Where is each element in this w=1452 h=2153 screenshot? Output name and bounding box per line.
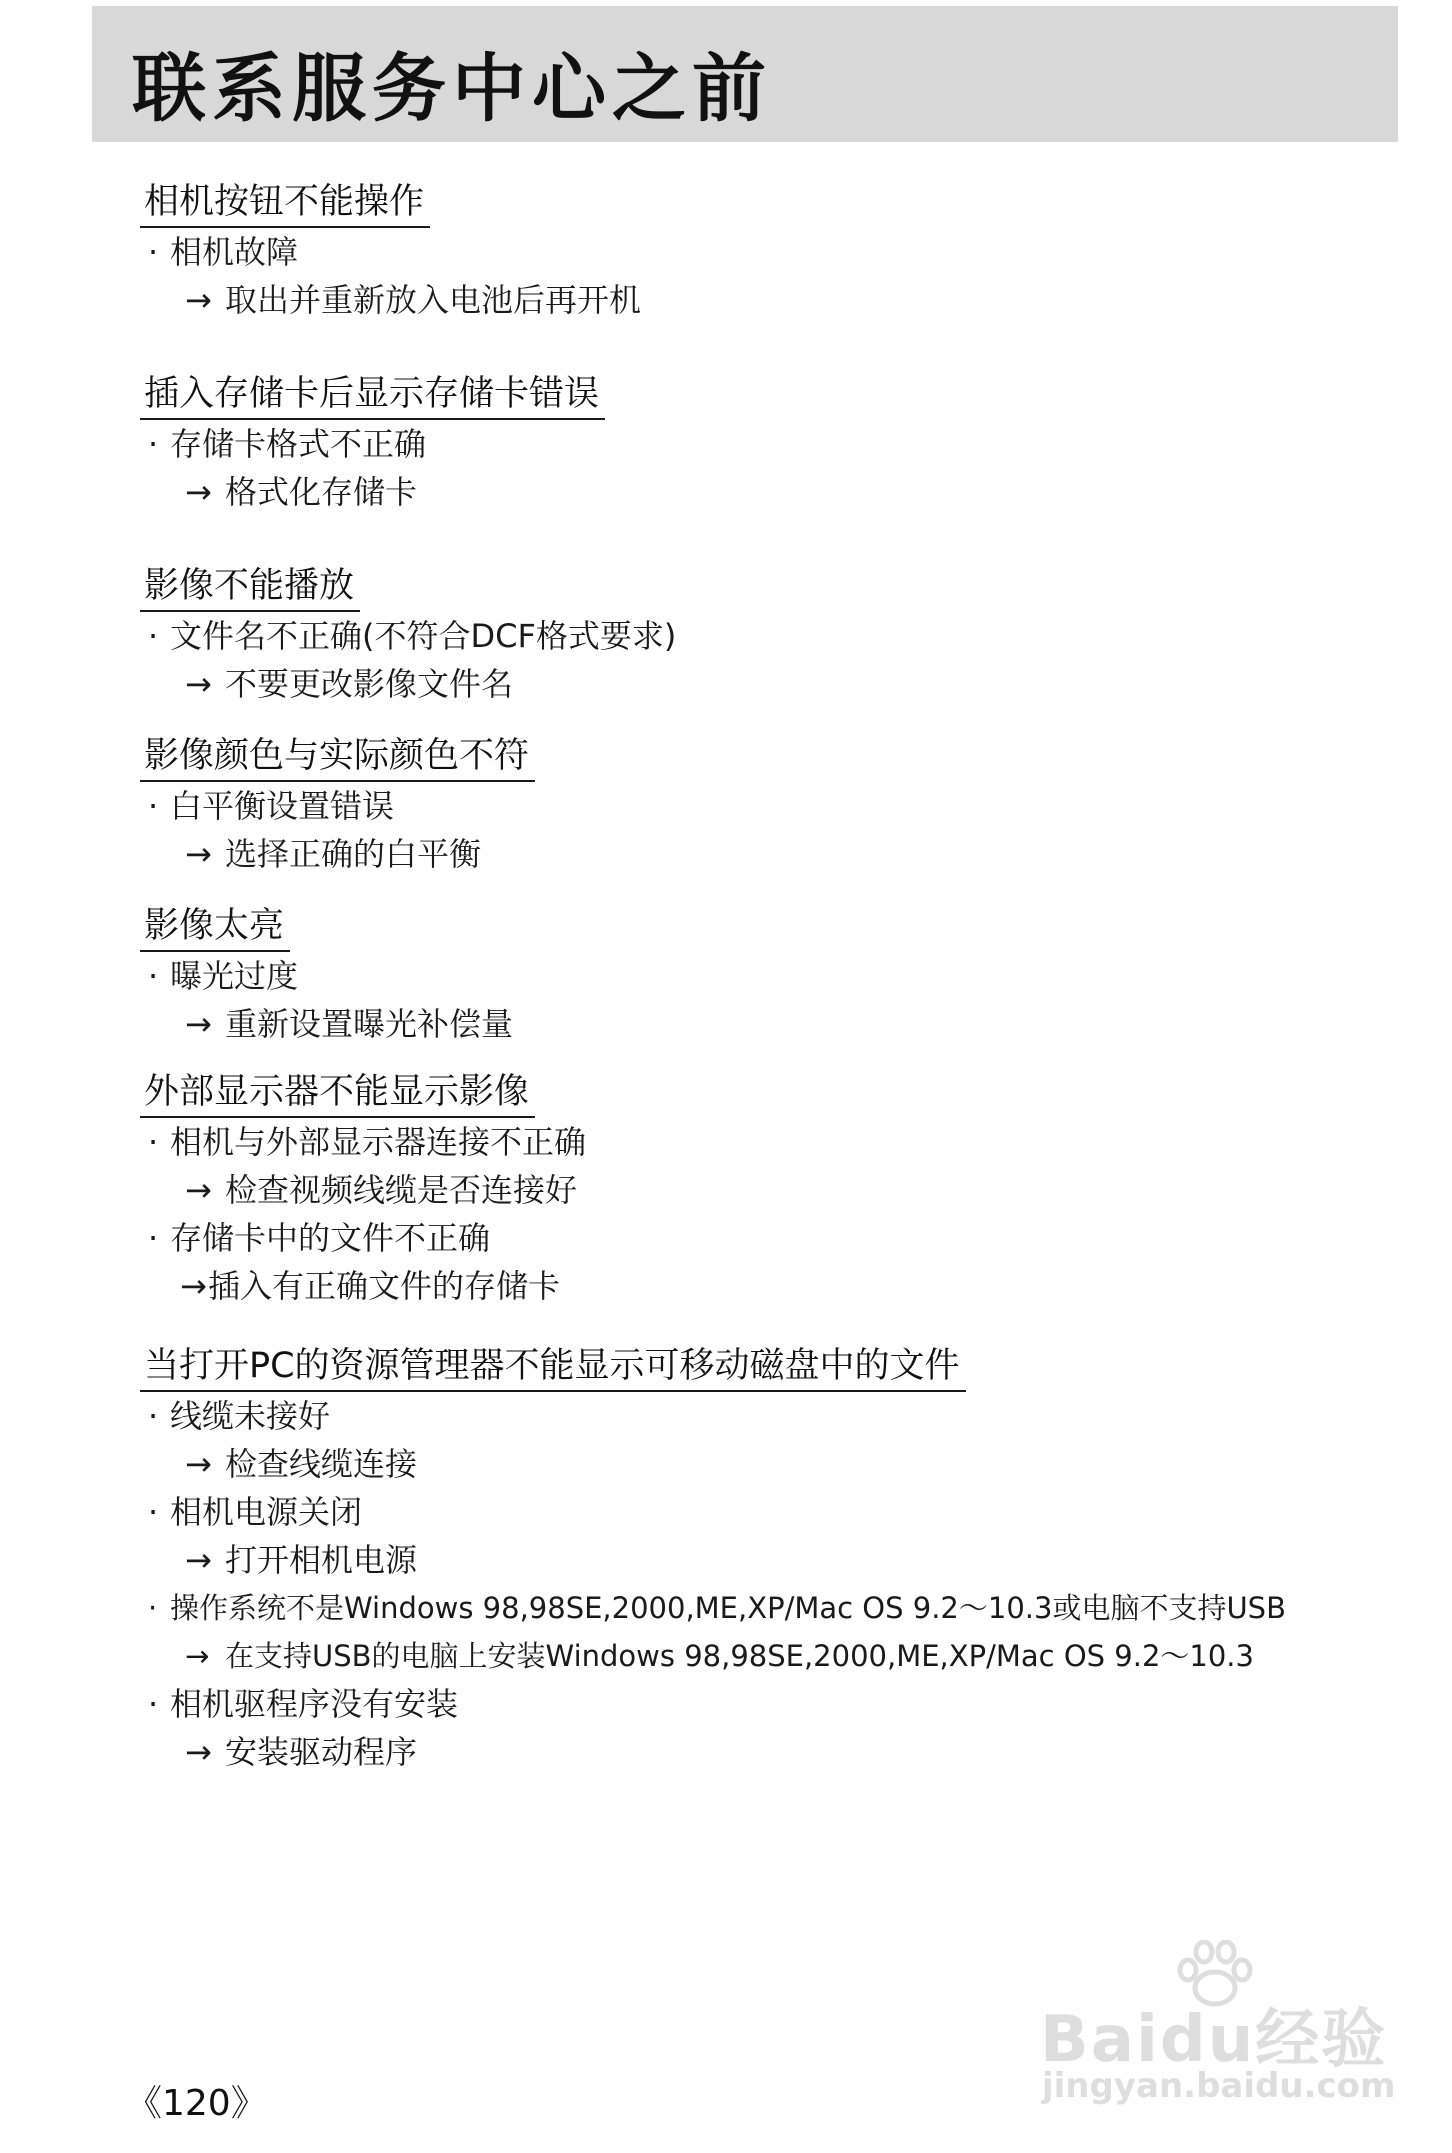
cause-text: 白平衡设置错误	[170, 787, 395, 825]
solution-text: 打开相机电源	[225, 1541, 418, 1579]
cause-item	[140, 1680, 1400, 1728]
solution-item	[140, 830, 1400, 878]
section	[140, 902, 1400, 1048]
arrow-icon: →	[185, 1005, 212, 1043]
arrow-icon: →	[185, 1639, 210, 1673]
section-heading: 插入存储卡后显示存储卡错误	[140, 370, 605, 420]
bullet-icon: ·	[148, 233, 159, 271]
arrow-icon: →	[185, 1541, 212, 1579]
solution-item	[140, 660, 1400, 708]
cause-text: 相机故障	[170, 233, 299, 271]
solution-item	[140, 468, 1400, 516]
solution-text: 在支持USB的电脑上安装Windows 98,98SE,2000,ME,XP/Mac OS 9.2～10.3	[225, 1639, 1254, 1673]
cause-item	[140, 952, 1400, 1000]
solution-text: 格式化存储卡	[225, 473, 418, 511]
arrow-icon: →	[185, 1171, 212, 1209]
section-heading: 影像颜色与实际颜色不符	[140, 732, 535, 782]
solution-item	[140, 1166, 1400, 1214]
cause-text: 存储卡格式不正确	[170, 425, 427, 463]
page-number: 《120》	[126, 2083, 267, 2124]
bullet-icon: ·	[148, 1591, 158, 1625]
bullet-icon: ·	[148, 787, 159, 825]
watermark-url: jingyan.baidu.com	[1042, 2066, 1396, 2106]
cause-text: 相机驱程序没有安装	[170, 1685, 459, 1723]
cause-text: 操作系统不是Windows 98,98SE,2000,ME,XP/Mac OS 9.2～10.3或电脑不支持USB	[170, 1591, 1286, 1625]
cause-item	[140, 1488, 1400, 1536]
section-heading: 相机按钮不能操作	[140, 178, 430, 228]
bullet-icon: ·	[148, 1493, 159, 1531]
cause-text: 相机与外部显示器连接不正确	[170, 1123, 587, 1161]
watermark	[1040, 1940, 1396, 2110]
cause-item	[140, 612, 1400, 660]
solution-item	[140, 1728, 1400, 1776]
title-bar	[92, 6, 1398, 142]
watermark-logo: Baidu经验	[1040, 2003, 1388, 2077]
solution-text: 检查视频线缆是否连接好	[225, 1171, 578, 1209]
cause-text: 存储卡中的文件不正确	[170, 1219, 491, 1257]
solution-item	[140, 276, 1400, 324]
solution-text: 不要更改影像文件名	[225, 665, 514, 703]
arrow-icon: →	[185, 1733, 212, 1771]
solution-item	[140, 1536, 1400, 1584]
bullet-icon: ·	[148, 425, 159, 463]
arrow-icon: →	[185, 665, 212, 703]
bullet-icon: ·	[148, 1397, 159, 1435]
arrow-icon: →	[185, 1445, 212, 1483]
section-heading: 影像不能播放	[140, 562, 360, 612]
cause-item	[140, 782, 1400, 830]
solution-text: 取出并重新放入电池后再开机	[225, 281, 642, 319]
cause-item	[140, 1392, 1400, 1440]
cause-item	[140, 1214, 1400, 1262]
arrow-icon: →	[185, 281, 212, 319]
section-heading: 影像太亮	[140, 902, 290, 952]
cause-item	[140, 1584, 1400, 1632]
arrow-icon: →	[185, 473, 212, 511]
section	[140, 1068, 1400, 1310]
bullet-icon: ·	[148, 1123, 159, 1161]
section	[140, 562, 1400, 708]
solution-text: 选择正确的白平衡	[225, 835, 482, 873]
solution-item	[140, 1440, 1400, 1488]
solution-item	[140, 1000, 1400, 1048]
cause-text: 文件名不正确(不符合DCF格式要求)	[170, 617, 677, 655]
arrow-icon: →	[180, 1267, 207, 1305]
cause-text: 曝光过度	[170, 957, 299, 995]
section-heading: 外部显示器不能显示影像	[140, 1068, 535, 1118]
solution-text: 插入有正确文件的存储卡	[208, 1267, 561, 1305]
section	[140, 370, 1400, 516]
cause-text: 相机电源关闭	[170, 1493, 363, 1531]
solution-text: 检查线缆连接	[225, 1445, 418, 1483]
cause-item	[140, 228, 1400, 276]
bullet-icon: ·	[148, 1219, 159, 1257]
cause-item	[140, 420, 1400, 468]
bullet-icon: ·	[148, 617, 159, 655]
page-title: 联系服务中心之前	[132, 46, 772, 132]
solution-item	[140, 1262, 1400, 1310]
content	[140, 178, 1400, 1776]
arrow-icon: →	[185, 835, 212, 873]
cause-item	[140, 1118, 1400, 1166]
section	[140, 178, 1400, 324]
bullet-icon: ·	[148, 957, 159, 995]
solution-text: 安装驱动程序	[225, 1733, 418, 1771]
solution-text: 重新设置曝光补偿量	[225, 1005, 514, 1043]
section-heading: 当打开PC的资源管理器不能显示可移动磁盘中的文件	[140, 1342, 966, 1392]
solution-item	[140, 1632, 1400, 1680]
bullet-icon: ·	[148, 1685, 159, 1723]
cause-text: 线缆未接好	[170, 1397, 331, 1435]
section	[140, 732, 1400, 878]
section	[140, 1342, 1400, 1776]
